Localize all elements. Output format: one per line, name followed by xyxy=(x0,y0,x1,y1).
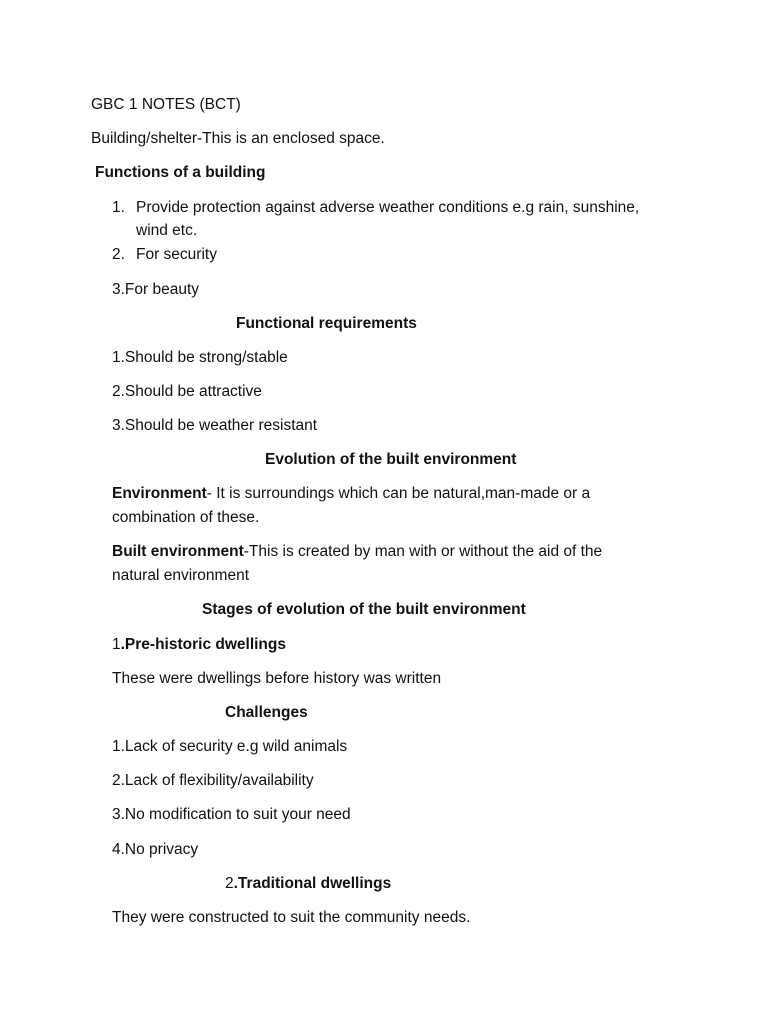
stage-description: They were constructed to suit the community needs. xyxy=(112,909,471,926)
document-title: GBC 1 NOTES (BCT) xyxy=(91,96,241,113)
list-item: 3.For beauty xyxy=(112,281,200,298)
list-number: 1. xyxy=(112,199,125,216)
definition-text: - It is surroundings which can be natural,man-made or a xyxy=(206,485,591,502)
list-item xyxy=(112,198,639,218)
list-text: For security xyxy=(136,246,217,263)
stages-heading: Stages of evolution of the built environment xyxy=(202,601,526,618)
list-item-continuation: wind etc. xyxy=(136,222,198,239)
stage-number: 2 xyxy=(225,875,234,892)
building-definition: Building/shelter-This is an enclosed space. xyxy=(91,130,385,147)
stage-number: 1 xyxy=(112,636,121,653)
stage-title: .Pre-historic dwellings xyxy=(120,636,286,653)
list-number: 2. xyxy=(112,246,125,263)
list-item: 2.Should be attractive xyxy=(112,383,262,400)
evolution-heading: Evolution of the built environment xyxy=(265,451,517,468)
list-item: 4.No privacy xyxy=(112,841,199,858)
built-environment-definition xyxy=(112,542,602,562)
environment-definition xyxy=(112,484,590,504)
list-item: 3.No modification to suit your need xyxy=(112,806,351,823)
stage-title: .Traditional dwellings xyxy=(233,875,392,892)
list-item: 1.Should be strong/stable xyxy=(112,349,288,366)
list-item xyxy=(112,245,217,265)
challenges-heading: Challenges xyxy=(225,704,308,721)
term: Built environment xyxy=(112,543,244,560)
list-item: 2.Lack of flexibility/availability xyxy=(112,772,314,789)
definition-continuation: natural environment xyxy=(112,567,249,584)
stage-heading-traditional xyxy=(225,874,391,894)
list-item: 3.Should be weather resistant xyxy=(112,417,318,434)
functional-requirements-heading: Functional requirements xyxy=(236,315,417,332)
list-item: 1.Lack of security e.g wild animals xyxy=(112,738,348,755)
stage-heading-prehistoric xyxy=(112,635,286,655)
functions-heading: Functions of a building xyxy=(95,164,266,181)
definition-continuation: combination of these. xyxy=(112,509,260,526)
stage-description: These were dwellings before history was written xyxy=(112,670,442,687)
definition-text: -This is created by man with or without the aid of the xyxy=(243,543,603,560)
term: Environment xyxy=(112,485,207,502)
list-text: Provide protection against adverse weather conditions e.g rain, sunshine, xyxy=(136,199,640,216)
